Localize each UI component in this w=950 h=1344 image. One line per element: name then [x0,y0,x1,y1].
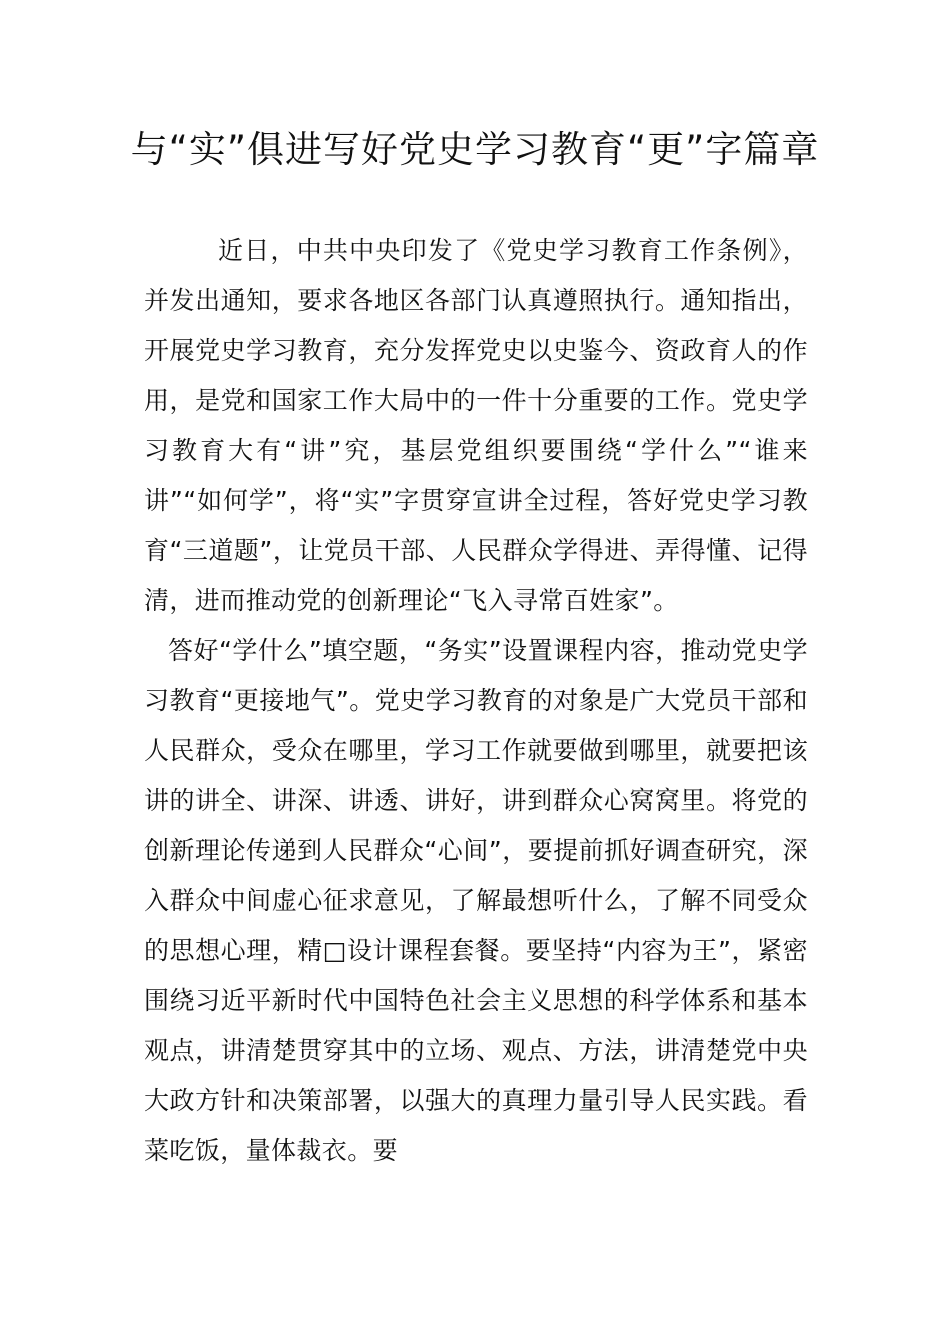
document-body [144,226,808,1176]
document-title: 与“实”俱进写好党史学习教育“更”字篇章 [130,128,820,171]
paragraph-what-to-learn: 答好“学什么”填空题，“务实”设置课程内容，推动党史学习教育“更接地气”。党史学习教育的对象是广大党员干部和人民群众，受众在哪里，学习工作就要做到哪里，就要把该讲的讲全、讲深、讲透、讲好，讲到群众心窝窝里。将党的创新理论传递到人民群众“心间”，要提前抓好调查研究，深入群众中间虚心征求意见，了解最想听什么，了解不同受众的思想心理，精□设计课程套餐。要坚持“内容为王”，紧密围绕习近平新时代中国特色社会主义思想的科学体系和基本观点，讲清楚贯穿其中的立场、观点、方法，讲清楚党中央大政方针和决策部署，以强大的真理力量引导人民实践。看菜吃饭，量体裁衣。要 [144,636,808,1165]
paragraph-intro: 近日，中共中央印发了《党史学习教育工作条例》，并发出通知，要求各地区各部门认真遵照执行。通知指出，开展党史学习教育，充分发挥党史以史鉴今、资政育人的作用，是党和国家工作大局中的一件十分重要的工作。党史学习教育大有“讲”究，基层党组织要围绕“学什么”“谁来讲”“如何学”，将“实”字贯穿宣讲全过程，答好党史学习教育“三道题”，让党员干部、人民群众学得进、弄得懂、记得清，进而推动党的创新理论“飞入寻常百姓家”。 [144,236,808,615]
